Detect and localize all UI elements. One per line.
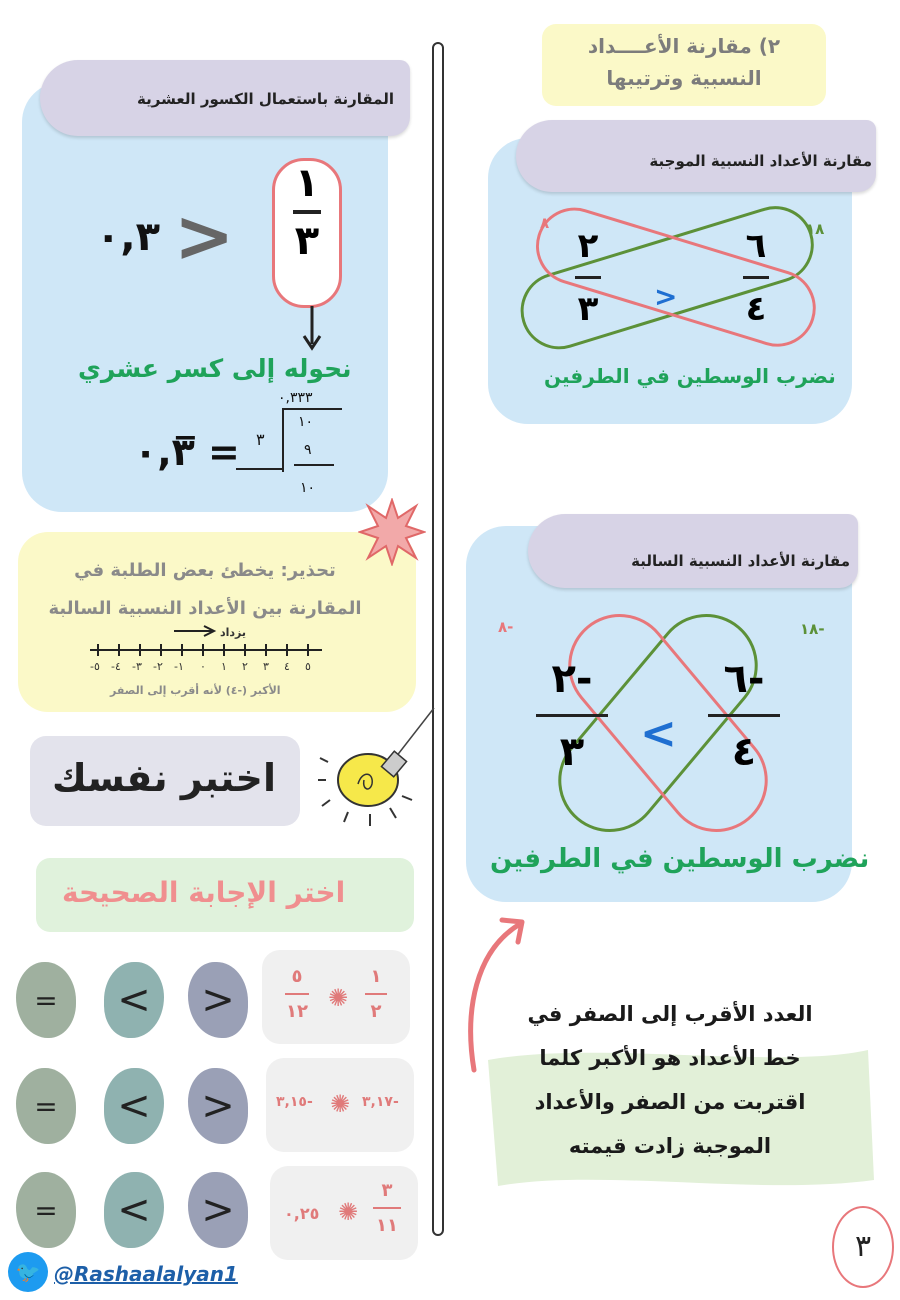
question-3-blank-icon[interactable]: ✺ [338,1198,359,1226]
negative-right-product: -١٨ [800,620,825,638]
section-title-box [542,24,826,106]
tick-label: -٢ [153,660,163,673]
positive-left-product: ٨ [540,214,550,232]
question-3-left-value: ٠,٢٥ [284,1204,320,1223]
negative-left-fraction [532,656,612,775]
fraction-bar [708,714,780,717]
tick-label: ٠ [200,660,206,673]
choice-gt-row-1[interactable]: > [104,962,164,1038]
question-1-blank-icon[interactable]: ✺ [328,984,349,1012]
decimal-card-denominator: ٣ [294,218,320,264]
long-division [236,390,346,500]
choice-lt-row-3[interactable]: < [188,1172,248,1248]
choice-lt-row-1[interactable]: < [188,962,248,1038]
positive-card-tab-label: مقارنة الأعداد النسبية الموجبة [649,152,872,170]
warning-text [30,552,380,628]
note-line1: العدد الأقرب إلى الصفر في [527,1002,813,1026]
division-line [294,464,334,466]
tick-label: ٣ [263,660,269,673]
question-2-right-value: -٣,١٧ [362,1094,399,1110]
question-1-right-numerator: ١ [370,966,382,987]
decimal-card-tab-label: المقارنة باستعمال الكسور العشرية [137,90,394,108]
positive-cross-multiply-diagram [520,200,840,360]
tick-label: -٥ [90,660,100,673]
choice-gt-row-2[interactable]: > [104,1068,164,1144]
fraction-bar [365,993,387,995]
question-3-right-numerator: ٣ [381,1180,393,1201]
decimal-card-fraction [272,160,342,264]
choice-eq-row-3[interactable]: = [16,1172,76,1248]
choice-eq-row-1[interactable]: = [16,962,76,1038]
tick-label: -٤ [111,660,121,673]
fraction-bar [743,276,769,279]
decimal-value: ٠,٣ [96,214,161,260]
fraction-bar [293,210,321,214]
negative-compare-sign: > [640,708,677,759]
question-1-left-fraction [282,966,312,1022]
negative-left-denominator: ٣ [559,729,585,775]
note-line4: الموجبة زادت قيمته [568,1134,772,1158]
tick-label: -١ [174,660,184,673]
tick-label: ٤ [284,660,290,673]
division-quotient: ٠,٣٣٣ [278,390,313,406]
question-1-left-numerator: ٥ [291,966,303,987]
fraction-bar [575,276,601,279]
positive-right-numerator: ٦ [745,226,767,266]
choice-eq-row-2[interactable]: = [16,1068,76,1144]
note-line2: خط الأعداد هو الأكبر كلما [539,1046,801,1070]
choice-lt-row-2[interactable]: < [188,1068,248,1144]
result-decimal: ٠,٣̅ = [134,430,240,474]
question-2-left-value: -٣,١٥ [276,1094,313,1110]
negative-left-product: -٨ [498,618,514,636]
division-divisor: ٣ [256,430,265,449]
positive-left-numerator: ٢ [577,226,599,266]
division-dividend: ١٠ [298,414,314,430]
down-arrow-icon [300,304,324,352]
negative-caption: نضرب الوسطين في الطرفين [490,844,870,874]
negative-right-denominator: ٤ [731,729,757,775]
fraction-bar [373,1207,401,1209]
positive-right-fraction [740,226,772,329]
decimal-card-numerator: ١ [294,160,320,206]
light-bulb-icon [318,700,442,840]
positive-right-product: ١٨ [806,220,825,238]
number-line [86,640,326,660]
division-baseline [236,468,284,470]
negative-right-numerator: -٦ [723,656,765,702]
choice-gt-row-3[interactable]: > [104,1172,164,1248]
negative-left-numerator: -٢ [551,656,593,702]
question-3-right-fraction [370,1180,404,1236]
warning-line1: تحذير: يخطئ بعض الطلبة في [74,560,336,581]
convert-text: نحوله إلى كسر عشري [78,354,352,383]
self-test-label: اختبر نفسك [52,756,276,800]
twitter-handle[interactable]: @Rashaalalyan1 [54,1262,238,1286]
increase-label: يزداد [220,626,247,639]
instruction-label: اختر الإجابة الصحيحة [62,876,346,909]
twitter-icon: 🐦 [8,1252,48,1292]
question-1-right-denominator: ٢ [370,1001,382,1022]
positive-compare-sign: < [654,280,678,313]
section-title-line2: النسبية وترتيبها [606,66,762,90]
number-line-note: الأكبر (-٤) لأنه أقرب إلى الصفر [110,684,281,697]
negative-right-fraction [704,656,784,775]
increase-arrow-icon [172,624,218,638]
page-number: ٣ [832,1206,894,1288]
question-1-right-fraction [362,966,390,1022]
note-line3: اقتربت من الصفر والأعداد [534,1090,806,1114]
tick-label: -٣ [132,660,142,673]
fraction-bar [536,714,608,717]
positive-left-denominator: ٣ [577,289,599,329]
center-divider [432,42,444,1236]
decimal-compare-sign: < [174,194,235,278]
positive-caption: نضرب الوسطين في الطرفين [544,364,836,388]
warning-line2: المقارنة بين الأعداد النسبية السالبة [48,598,362,619]
positive-loop-green [520,200,821,357]
number-line-labels [86,660,326,676]
positive-left-fraction [572,226,604,329]
division-subtrahend: ٩ [304,442,312,458]
division-remainder: ١٠ [300,480,316,496]
tick-label: ١ [221,660,227,673]
note-text [480,992,860,1168]
negative-card-tab-label: مقارنة الأعداد النسبية السالبة [631,552,850,570]
negative-card-tab [528,514,858,588]
positive-right-denominator: ٤ [745,289,767,329]
tick-label: ٢ [242,660,248,673]
question-1-left-denominator: ١٢ [286,1001,308,1022]
fraction-bar [285,993,309,995]
question-3-right-denominator: ١١ [376,1215,398,1236]
question-2-blank-icon[interactable]: ✺ [330,1090,351,1118]
tick-label: ٥ [305,660,311,673]
section-title-line1: ٢) مقارنة الأعــــداد [587,34,781,58]
